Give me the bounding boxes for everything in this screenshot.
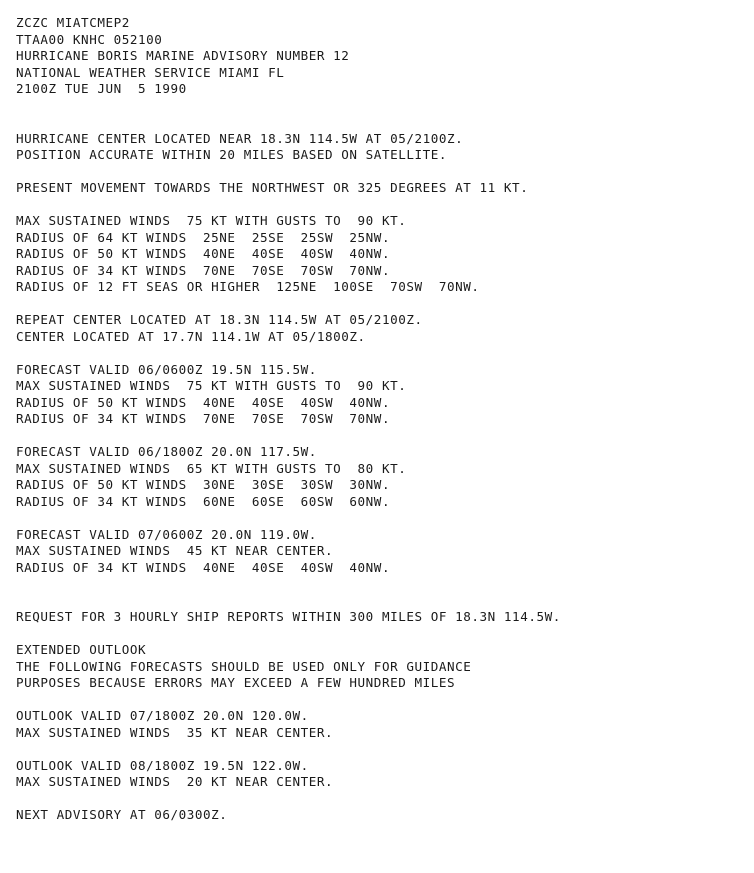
- max-winds-line: MAX SUSTAINED WINDS 75 KT WITH GUSTS TO 90 KT.: [16, 378, 407, 393]
- section-spacer: [16, 510, 746, 527]
- forecast-valid-line: FORECAST VALID 06/0600Z 19.5N 115.5W.: [16, 361, 317, 377]
- ship-reports-request-line: REQUEST FOR 3 HOURLY SHIP REPORTS WITHIN 300 MILES OF 18.3N 114.5W.: [16, 609, 561, 624]
- seas-radius-line: RADIUS OF 12 FT SEAS OR HIGHER 125NE 100SE 70SW 70NW.: [16, 279, 480, 294]
- outlook-valid-line: OUTLOOK VALID 07/1800Z 20.0N 120.0W.: [16, 708, 309, 723]
- section-spacer: [16, 791, 746, 808]
- section-spacer: [16, 345, 746, 362]
- max-winds-line: MAX SUSTAINED WINDS 20 KT NEAR CENTER.: [16, 774, 334, 789]
- section-spacer: [16, 741, 746, 758]
- section-spacer: [16, 98, 746, 131]
- section-spacer: [16, 626, 746, 643]
- issuing-office: NATIONAL WEATHER SERVICE MIAMI FL: [16, 64, 285, 80]
- advisory-header: [16, 15, 746, 98]
- outlook-section-2: [16, 758, 746, 791]
- repeat-center-line: REPEAT CENTER LOCATED AT 18.3N 114.5W AT 05/2100Z.: [16, 312, 423, 327]
- center-location-line: HURRICANE CENTER LOCATED NEAR 18.3N 114.5W AT 05/2100Z.: [16, 130, 464, 146]
- section-spacer: [16, 692, 746, 709]
- max-winds-line: MAX SUSTAINED WINDS 35 KT NEAR CENTER.: [16, 724, 334, 740]
- forecast-section-2: [16, 444, 746, 510]
- wind-radius-line: RADIUS OF 50 KT WINDS 40NE 40SE 40SW 40NW.: [16, 394, 391, 410]
- marine-advisory-document: [16, 15, 746, 824]
- wmo-header: TTAA00 KNHC 052100: [16, 31, 163, 47]
- guidance-note-line: PURPOSES BECAUSE ERRORS MAY EXCEED A FEW HUNDRED MILES: [16, 675, 456, 690]
- wind-radius-line: RADIUS OF 34 KT WINDS 60NE 60SE 60SW 60NW.: [16, 493, 391, 509]
- outlook-valid-line: OUTLOOK VALID 08/1800Z 19.5N 122.0W.: [16, 757, 309, 773]
- section-spacer: [16, 164, 746, 181]
- forecast-section-3: [16, 527, 746, 577]
- wind-radius-line: RADIUS OF 34 KT WINDS 70NE 70SE 70SW 70NW.: [16, 411, 391, 426]
- center-location-section: [16, 131, 746, 164]
- present-movement-line: PRESENT MOVEMENT TOWARDS THE NORTHWEST OR 325 DEGREES AT 11 KT.: [16, 180, 529, 195]
- repeat-center-section: [16, 312, 746, 345]
- bulletin-id: ZCZC MIATCMEP2: [16, 15, 130, 30]
- wind-radius-line: RADIUS OF 34 KT WINDS 40NE 40SE 40SW 40NW.: [16, 559, 391, 575]
- wind-radius-line: RADIUS OF 64 KT WINDS 25NE 25SE 25SW 25NW.: [16, 229, 391, 245]
- section-spacer: [16, 197, 746, 214]
- wind-radius-line: RADIUS OF 50 KT WINDS 30NE 30SE 30SW 30NW.: [16, 477, 391, 492]
- extended-outlook-section: [16, 642, 746, 692]
- wind-radius-line: RADIUS OF 50 KT WINDS 40NE 40SE 40SW 40NW.: [16, 246, 391, 261]
- forecast-valid-line: FORECAST VALID 06/1800Z 20.0N 117.5W.: [16, 444, 317, 459]
- current-winds-section: [16, 213, 746, 296]
- previous-center-line: CENTER LOCATED AT 17.7N 114.1W AT 05/1800Z.: [16, 328, 366, 344]
- guidance-note-line: THE FOLLOWING FORECASTS SHOULD BE USED ONLY FOR GUIDANCE: [16, 658, 472, 674]
- forecast-section-1: [16, 362, 746, 428]
- extended-outlook-heading: EXTENDED OUTLOOK: [16, 642, 147, 657]
- section-spacer: [16, 576, 746, 609]
- max-winds-line: MAX SUSTAINED WINDS 45 KT NEAR CENTER.: [16, 543, 334, 558]
- section-spacer: [16, 296, 746, 313]
- advisory-title: HURRICANE BORIS MARINE ADVISORY NUMBER 12: [16, 48, 350, 63]
- max-winds-line: MAX SUSTAINED WINDS 65 KT WITH GUSTS TO 80 KT.: [16, 460, 407, 476]
- wind-radius-line: RADIUS OF 34 KT WINDS 70NE 70SE 70SW 70NW.: [16, 262, 391, 278]
- max-winds-line: MAX SUSTAINED WINDS 75 KT WITH GUSTS TO 90 KT.: [16, 213, 407, 228]
- position-accuracy-line: POSITION ACCURATE WITHIN 20 MILES BASED ON SATELLITE.: [16, 147, 447, 162]
- section-spacer: [16, 428, 746, 445]
- issue-time: 2100Z TUE JUN 5 1990: [16, 81, 187, 96]
- next-advisory-line: NEXT ADVISORY AT 06/0300Z.: [16, 807, 228, 822]
- outlook-section-1: [16, 708, 746, 741]
- forecast-valid-line: FORECAST VALID 07/0600Z 20.0N 119.0W.: [16, 526, 317, 542]
